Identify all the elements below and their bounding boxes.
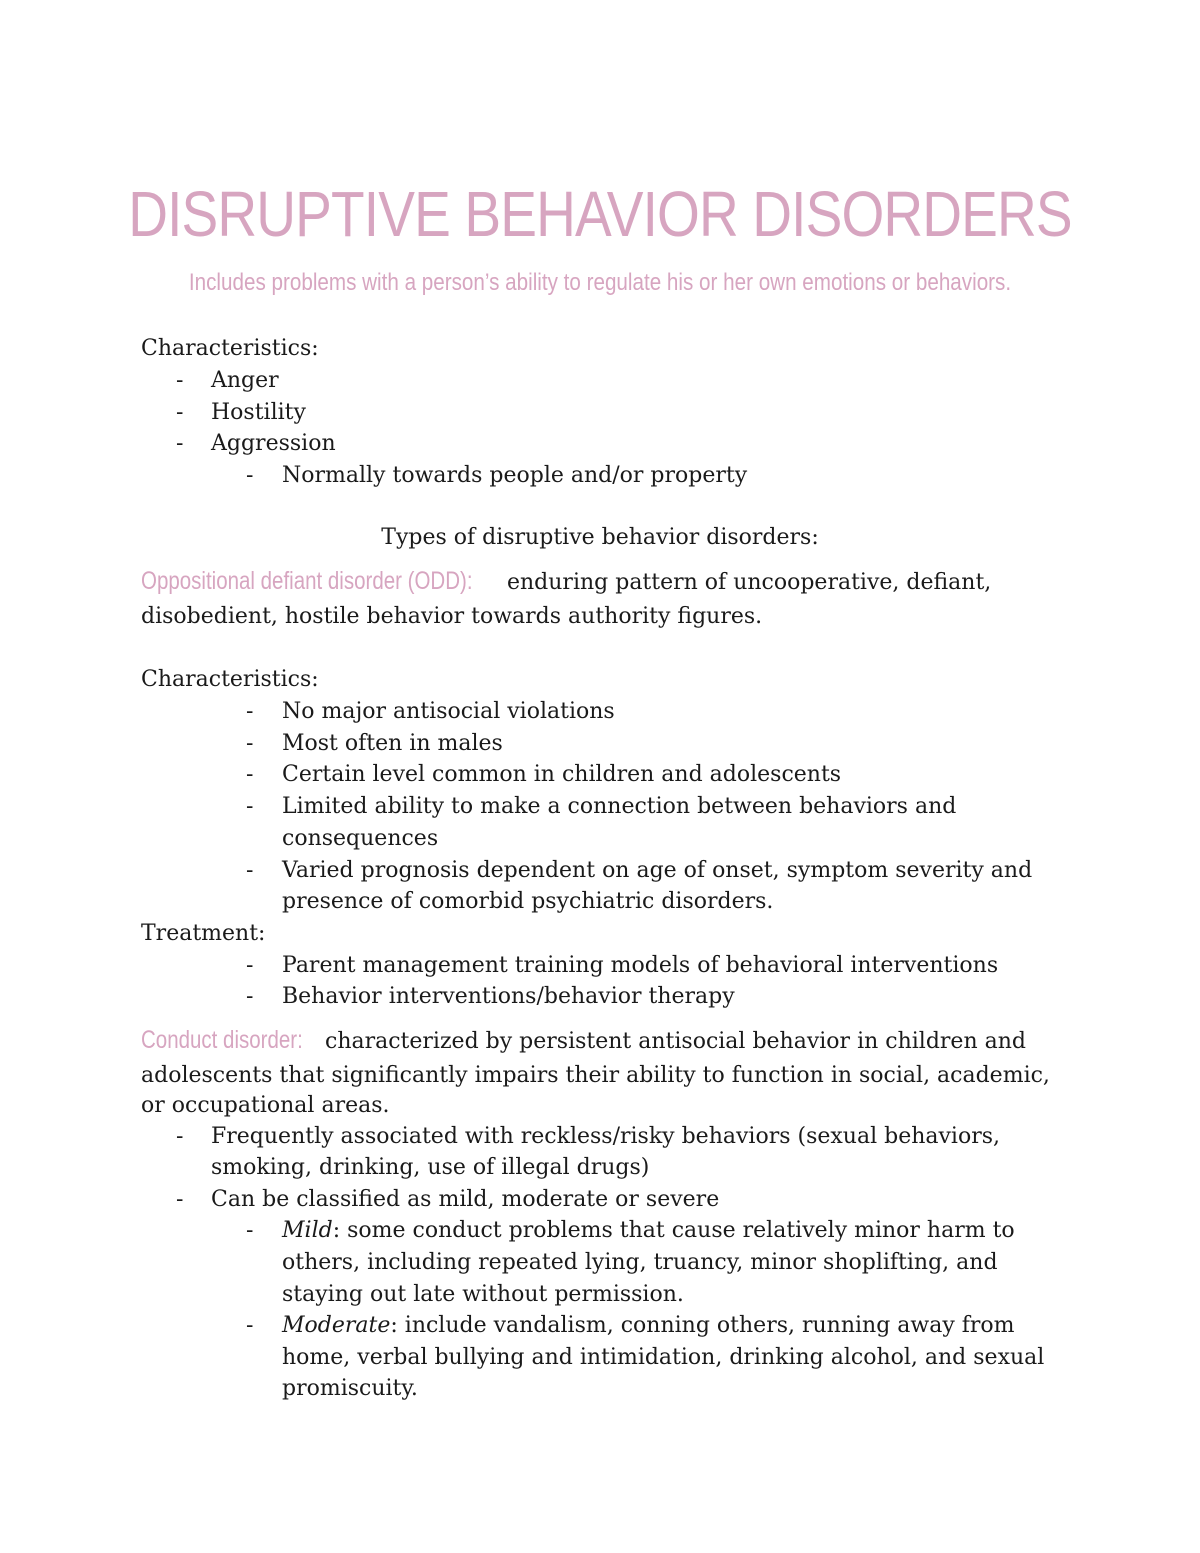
bullet-dash: - — [176, 368, 184, 393]
bullet-dash: - — [246, 463, 254, 488]
conduct-definition-line-3: or occupational areas. — [141, 1093, 390, 1118]
mild-line-1 — [282, 1215, 1015, 1247]
odd-treatment-label: Treatment: — [141, 921, 266, 946]
conduct-item: Frequently associated with reckless/risky behaviors (sexual behaviors, — [211, 1124, 1001, 1149]
bullet-dash: - — [246, 984, 254, 1009]
bullet-dash: - — [246, 1218, 254, 1243]
odd-term: Oppositional defiant disorder (ODD): — [141, 567, 473, 595]
conduct-term: Conduct disorder: — [141, 1026, 303, 1054]
odd-characteristic-continued: consequences — [282, 826, 439, 851]
moderate-line-2: home, verbal bullying and intimidation, drinking alcohol, and sexual — [282, 1345, 1045, 1370]
odd-definition-text: enduring pattern of uncooperative, defiant, — [500, 570, 992, 595]
mild-line-3: staying out late without permission. — [282, 1282, 684, 1307]
conduct-item: Can be classified as mild, moderate or severe — [211, 1187, 720, 1212]
bullet-dash: - — [176, 1187, 184, 1212]
odd-characteristic: Certain level common in children and adolescents — [282, 762, 842, 787]
moderate-line-1 — [282, 1310, 1015, 1342]
bullet-dash: - — [176, 431, 184, 456]
moderate-text: : include vandalism, conning others, running away from — [390, 1313, 1015, 1338]
intro-characteristics-label: Characteristics: — [141, 336, 319, 361]
odd-characteristics-label: Characteristics: — [141, 667, 319, 692]
mild-text: : some conduct problems that cause relatively minor harm to — [332, 1218, 1015, 1243]
intro-sub-item: Normally towards people and/or property — [282, 463, 748, 488]
mild-line-2: others, including repeated lying, truancy, minor shoplifting, and — [282, 1250, 998, 1275]
odd-definition-line-2: disobedient, hostile behavior towards authority figures. — [141, 604, 763, 629]
conduct-definition-text: characterized by persistent antisocial behavior in children and — [318, 1029, 1026, 1054]
bullet-dash: - — [176, 400, 184, 425]
types-heading: Types of disruptive behavior disorders: — [381, 525, 819, 550]
bullet-dash: - — [246, 699, 254, 724]
odd-treatment-item: Behavior interventions/behavior therapy — [282, 984, 735, 1009]
bullet-dash: - — [246, 1313, 254, 1338]
bullet-dash: - — [246, 953, 254, 978]
intro-item-aggression: Aggression — [211, 431, 336, 456]
odd-characteristic: Varied prognosis dependent on age of onset, symptom severity and — [282, 858, 1033, 883]
moderate-label: Moderate — [282, 1313, 391, 1338]
odd-characteristic: Limited ability to make a connection between behaviors and — [282, 794, 957, 819]
odd-characteristic: Most often in males — [282, 731, 503, 756]
page-title: DISRUPTIVE BEHAVIOR DISORDERS — [128, 178, 1072, 250]
odd-definition-line-1 — [141, 565, 991, 599]
odd-characteristic: No major antisocial violations — [282, 699, 615, 724]
page-subtitle: Includes problems with a person’s ability to regulate his or her own emotions or behaviors. — [188, 269, 1012, 296]
bullet-dash: - — [246, 762, 254, 787]
bullet-dash: - — [246, 731, 254, 756]
bullet-dash: - — [246, 858, 254, 883]
conduct-definition-line-1 — [141, 1024, 1026, 1058]
bullet-dash: - — [246, 794, 254, 819]
conduct-item-continued: smoking, drinking, use of illegal drugs) — [211, 1155, 650, 1180]
odd-characteristic-continued: presence of comorbid psychiatric disorders. — [282, 889, 774, 914]
odd-treatment-item: Parent management training models of behavioral interventions — [282, 953, 999, 978]
conduct-definition-line-2: adolescents that significantly impairs their ability to function in social, academic, — [141, 1063, 1050, 1088]
intro-item-hostility: Hostility — [211, 400, 306, 425]
intro-item-anger: Anger — [211, 368, 279, 393]
bullet-dash: - — [176, 1124, 184, 1149]
mild-label: Mild — [282, 1218, 333, 1243]
moderate-line-3: promiscuity. — [282, 1376, 418, 1401]
